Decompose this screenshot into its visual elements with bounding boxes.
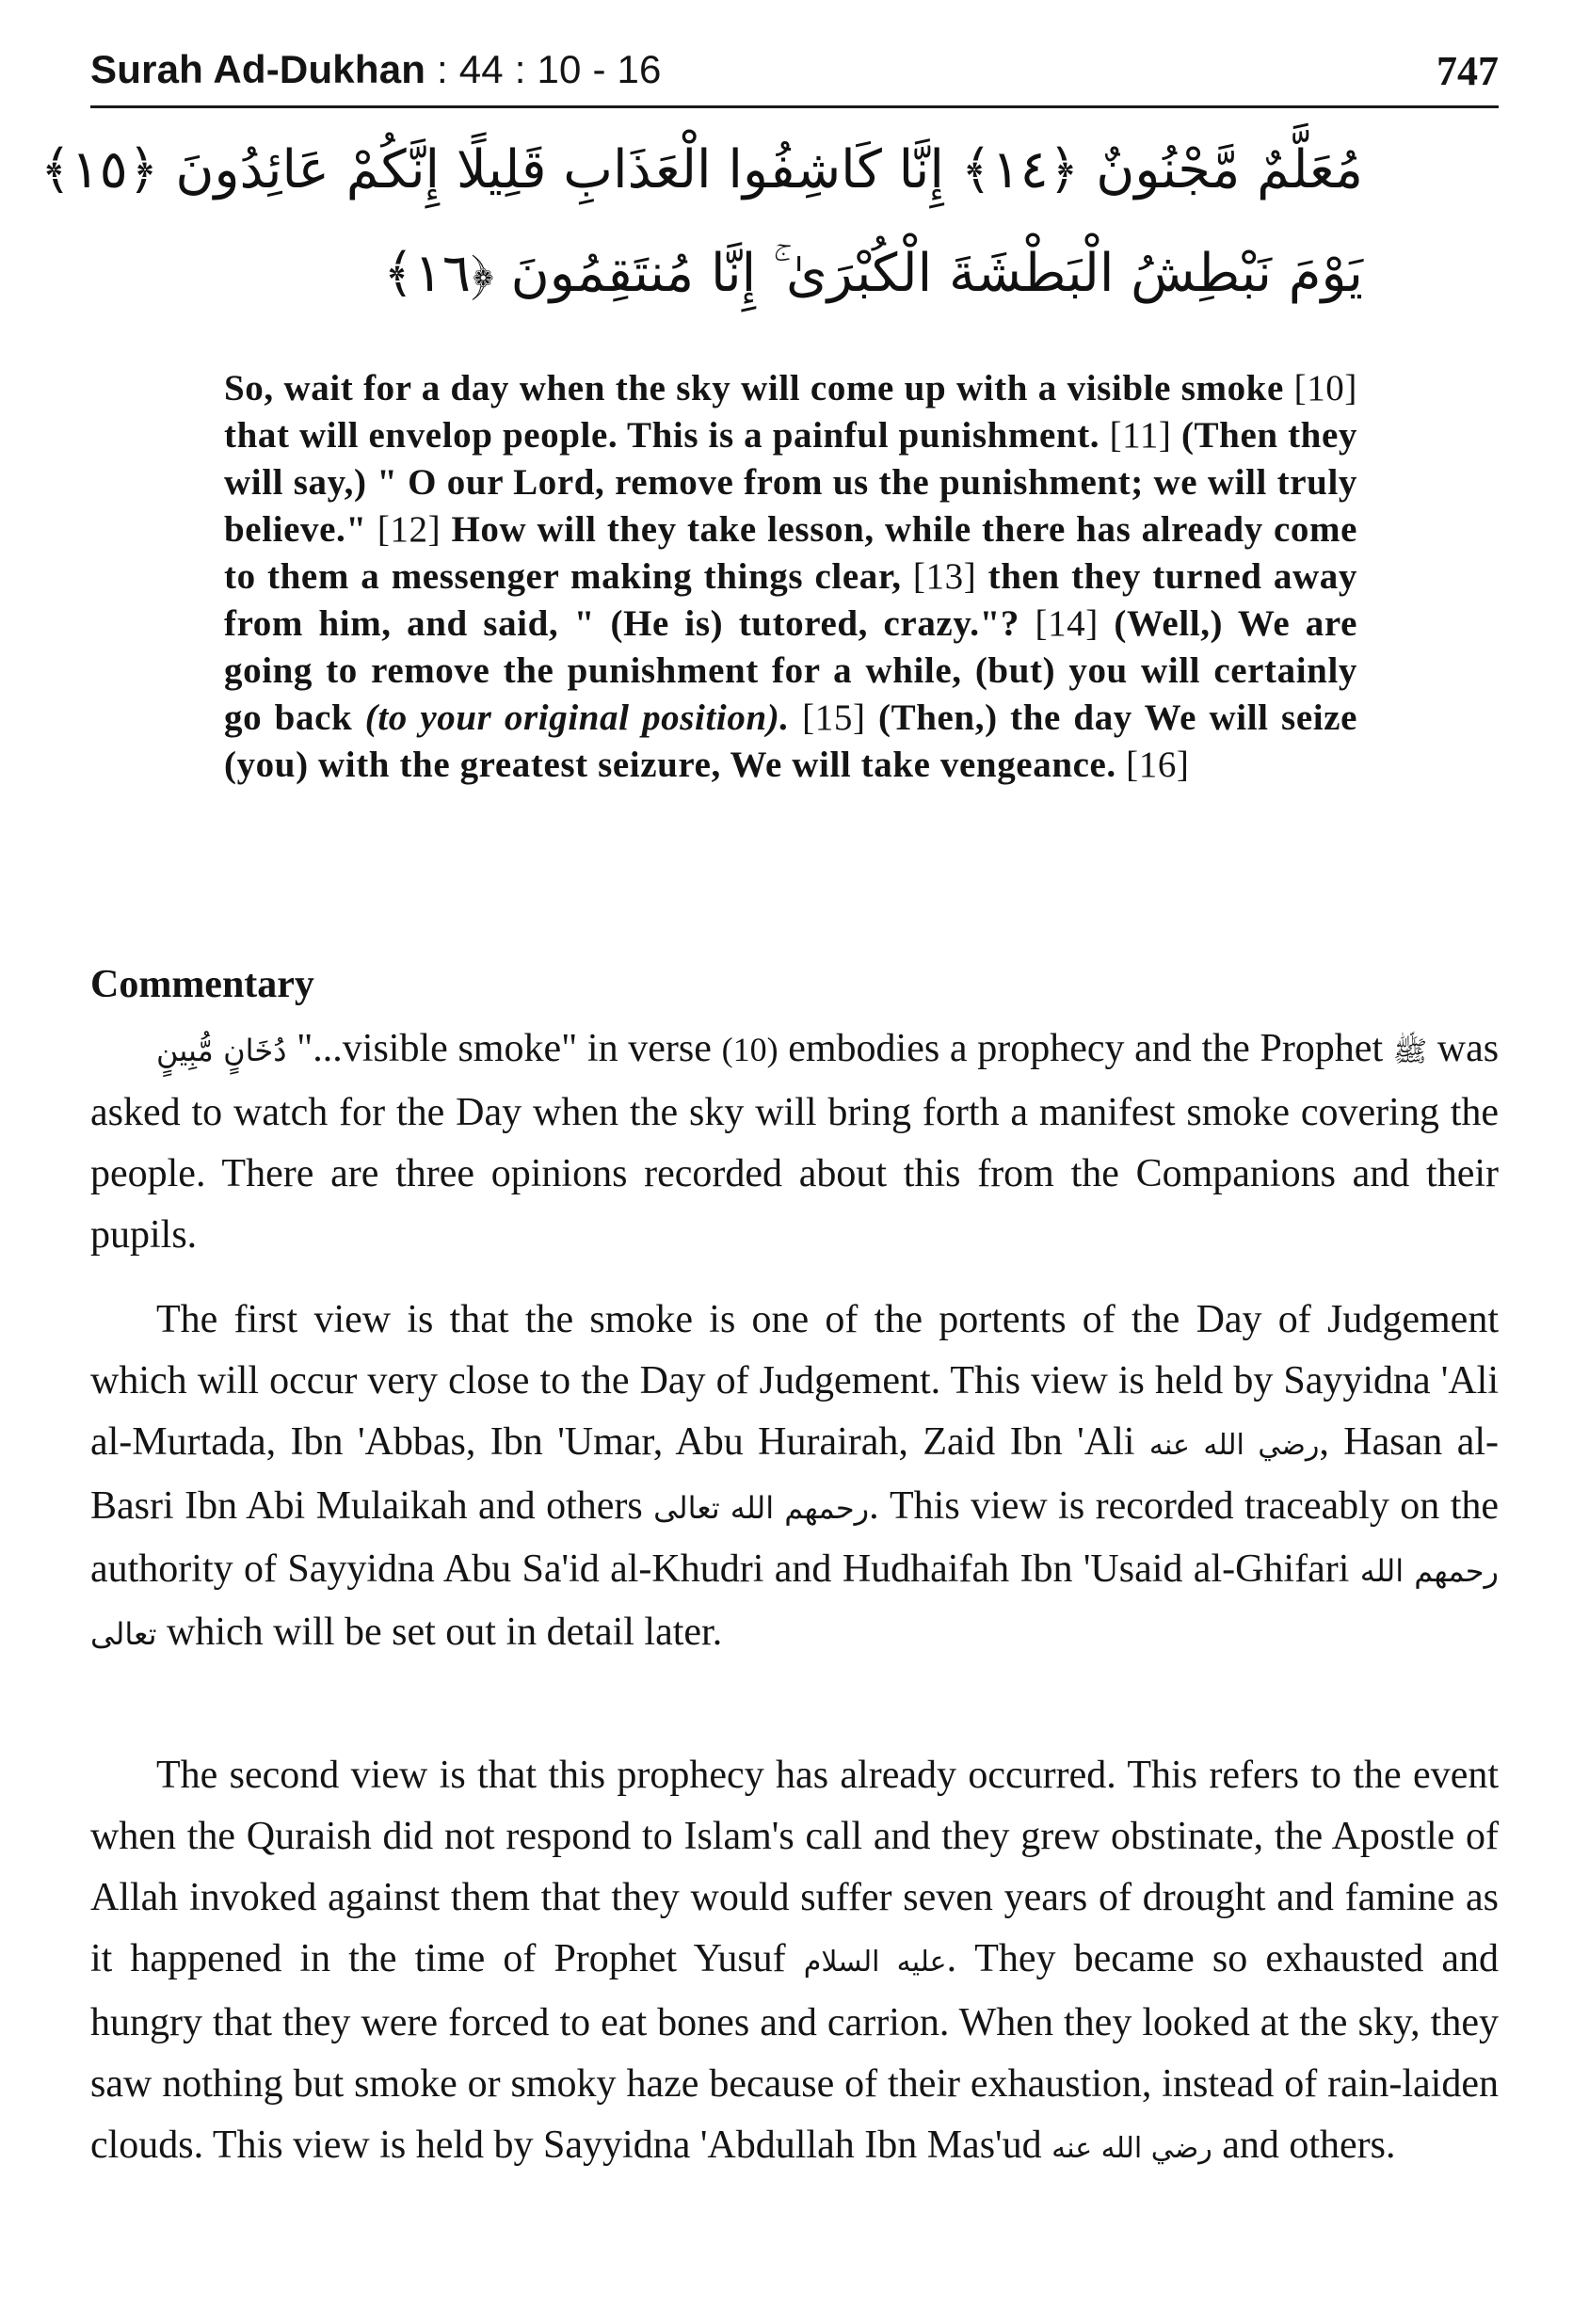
arabic-phrase: رحمهم الله تعالى xyxy=(90,1553,1500,1652)
verse-marker: [10] xyxy=(1293,368,1357,409)
honorific-glyph: رضي الله عنه xyxy=(1148,1429,1320,1462)
arabic-verse-line-1: مُعَلَّمٌ مَّجْنُونٌ ﴿١٤﴾ إِنَّا كَاشِفُوا الْعَذَابِ قَلِيلًا إِنَّكُمْ عَائِدُونَ ﴿١٥﴾ xyxy=(40,139,1363,200)
paragraph-text: . They became so exhausted and hungry that they were forced to eat bones and carrion. When they looked at the sky, they saw nothing but smoke or smoky haze because of their exhaustion, instead of rain-laiden clouds. This view is held by Sayyidna 'Abdullah Ibn Mas'ud xyxy=(90,1937,1500,2167)
verse-marker: [12] xyxy=(377,509,441,550)
arabic-verse-line-2: يَوْمَ نَبْطِشُ الْبَطْشَةَ الْكُبْرَىٰ ۚ إِنَّا مُنتَقِمُونَ ﴿١٦﴾ xyxy=(383,243,1363,304)
commentary-heading: Commentary xyxy=(90,963,314,1006)
commentary-paragraph-1 xyxy=(90,1018,1499,1266)
arabic-phrase: رحمهم الله تعالى xyxy=(653,1490,870,1526)
verse-range: : 44 : 10 - 16 xyxy=(437,47,662,91)
paragraph-text: embodies a prophecy and the Prophet xyxy=(788,1027,1384,1070)
paragraph-text: "...visible smoke" in verse xyxy=(297,1027,712,1070)
verse-number: (10) xyxy=(721,1031,778,1068)
paragraph-text: The first view is that the smoke is one of the portents of the Day of Judgement which will occur very close to the Day of Judgement. This view is held by Sayyidna 'Ali al-Murtada, Ibn 'Abbas, Ibn 'Umar, Abu Hurairah, Zaid Ibn 'Ali xyxy=(90,1298,1499,1464)
verse-marker: [11] xyxy=(1109,415,1172,456)
surah-name: Surah Ad-Dukhan xyxy=(90,47,426,91)
translation-sentence: (Well,) We are going to remove the punishment for a while, (but) you will certainly go back xyxy=(224,603,1357,738)
paragraph-text: The second view is that this prophecy has already occurred. This refers to the event when the Quraish did not respond to Islam's call and they grew obstinate, the Apostle of Allah invoked against them that they would suffer seven years of drought and famine as it happened in the time of Prophet Yusuf xyxy=(90,1754,1499,1980)
honorific-glyph: ﷺ xyxy=(1392,1035,1428,1068)
verse-marker: [14] xyxy=(1035,603,1099,644)
verse-marker: [13] xyxy=(912,556,977,597)
surah-title xyxy=(90,47,662,92)
running-header xyxy=(90,47,1499,108)
translation-sentence: How will they take lesson, while there has already come to them a messenger making things clear, xyxy=(224,509,1357,597)
paragraph-text: and others. xyxy=(1222,2124,1396,2167)
verse-marker: [15] xyxy=(802,697,866,738)
honorific-glyph: رضي الله عنه xyxy=(1051,2132,1212,2165)
verse-marker: [16] xyxy=(1126,745,1190,785)
honorific-glyph: عليه السلام xyxy=(803,1946,947,1979)
paragraph-text: . This view is recorded traceably on the authority of Sayyidna Abu Sa'id al-Khudri and Hudhaifah Ibn 'Usaid al-Ghifari xyxy=(90,1484,1500,1591)
arabic-phrase: دُخَانٍ مُّبِينٍ xyxy=(156,1033,287,1068)
translation-sentence: then they turned away from him, and said, " (He is) tutored, crazy."? xyxy=(224,556,1357,644)
translation-sentence: that will envelop people. This is a painful punishment. xyxy=(224,415,1100,456)
translation-sentence: (Then,) the day We will seize (you) with the greatest seizure, We will take vengeance. xyxy=(224,697,1357,785)
paragraph-text: which will be set out in detail later. xyxy=(167,1611,723,1654)
page-number: 747 xyxy=(1437,48,1499,94)
verse-translation xyxy=(224,365,1357,789)
commentary-paragraph-3 xyxy=(90,1745,1499,2179)
translation-sentence: (Then they will say,) " O our Lord, remove from us the punishment; we will truly believe." xyxy=(224,415,1357,550)
commentary-paragraph-2 xyxy=(90,1290,1499,1665)
translation-sentence: So, wait for a day when the sky will come up with a visible smoke xyxy=(224,368,1284,409)
paragraph-text: , Hasan al-Basri Ibn Abi Mulaikah and others xyxy=(90,1420,1499,1528)
paragraph-text: was asked to watch for the Day when the sky will bring forth a manifest smoke covering the people. There are three opinions recorded about this from the Companions and their pupils. xyxy=(90,1027,1500,1257)
translation-italic: (to your original position). xyxy=(364,697,790,738)
